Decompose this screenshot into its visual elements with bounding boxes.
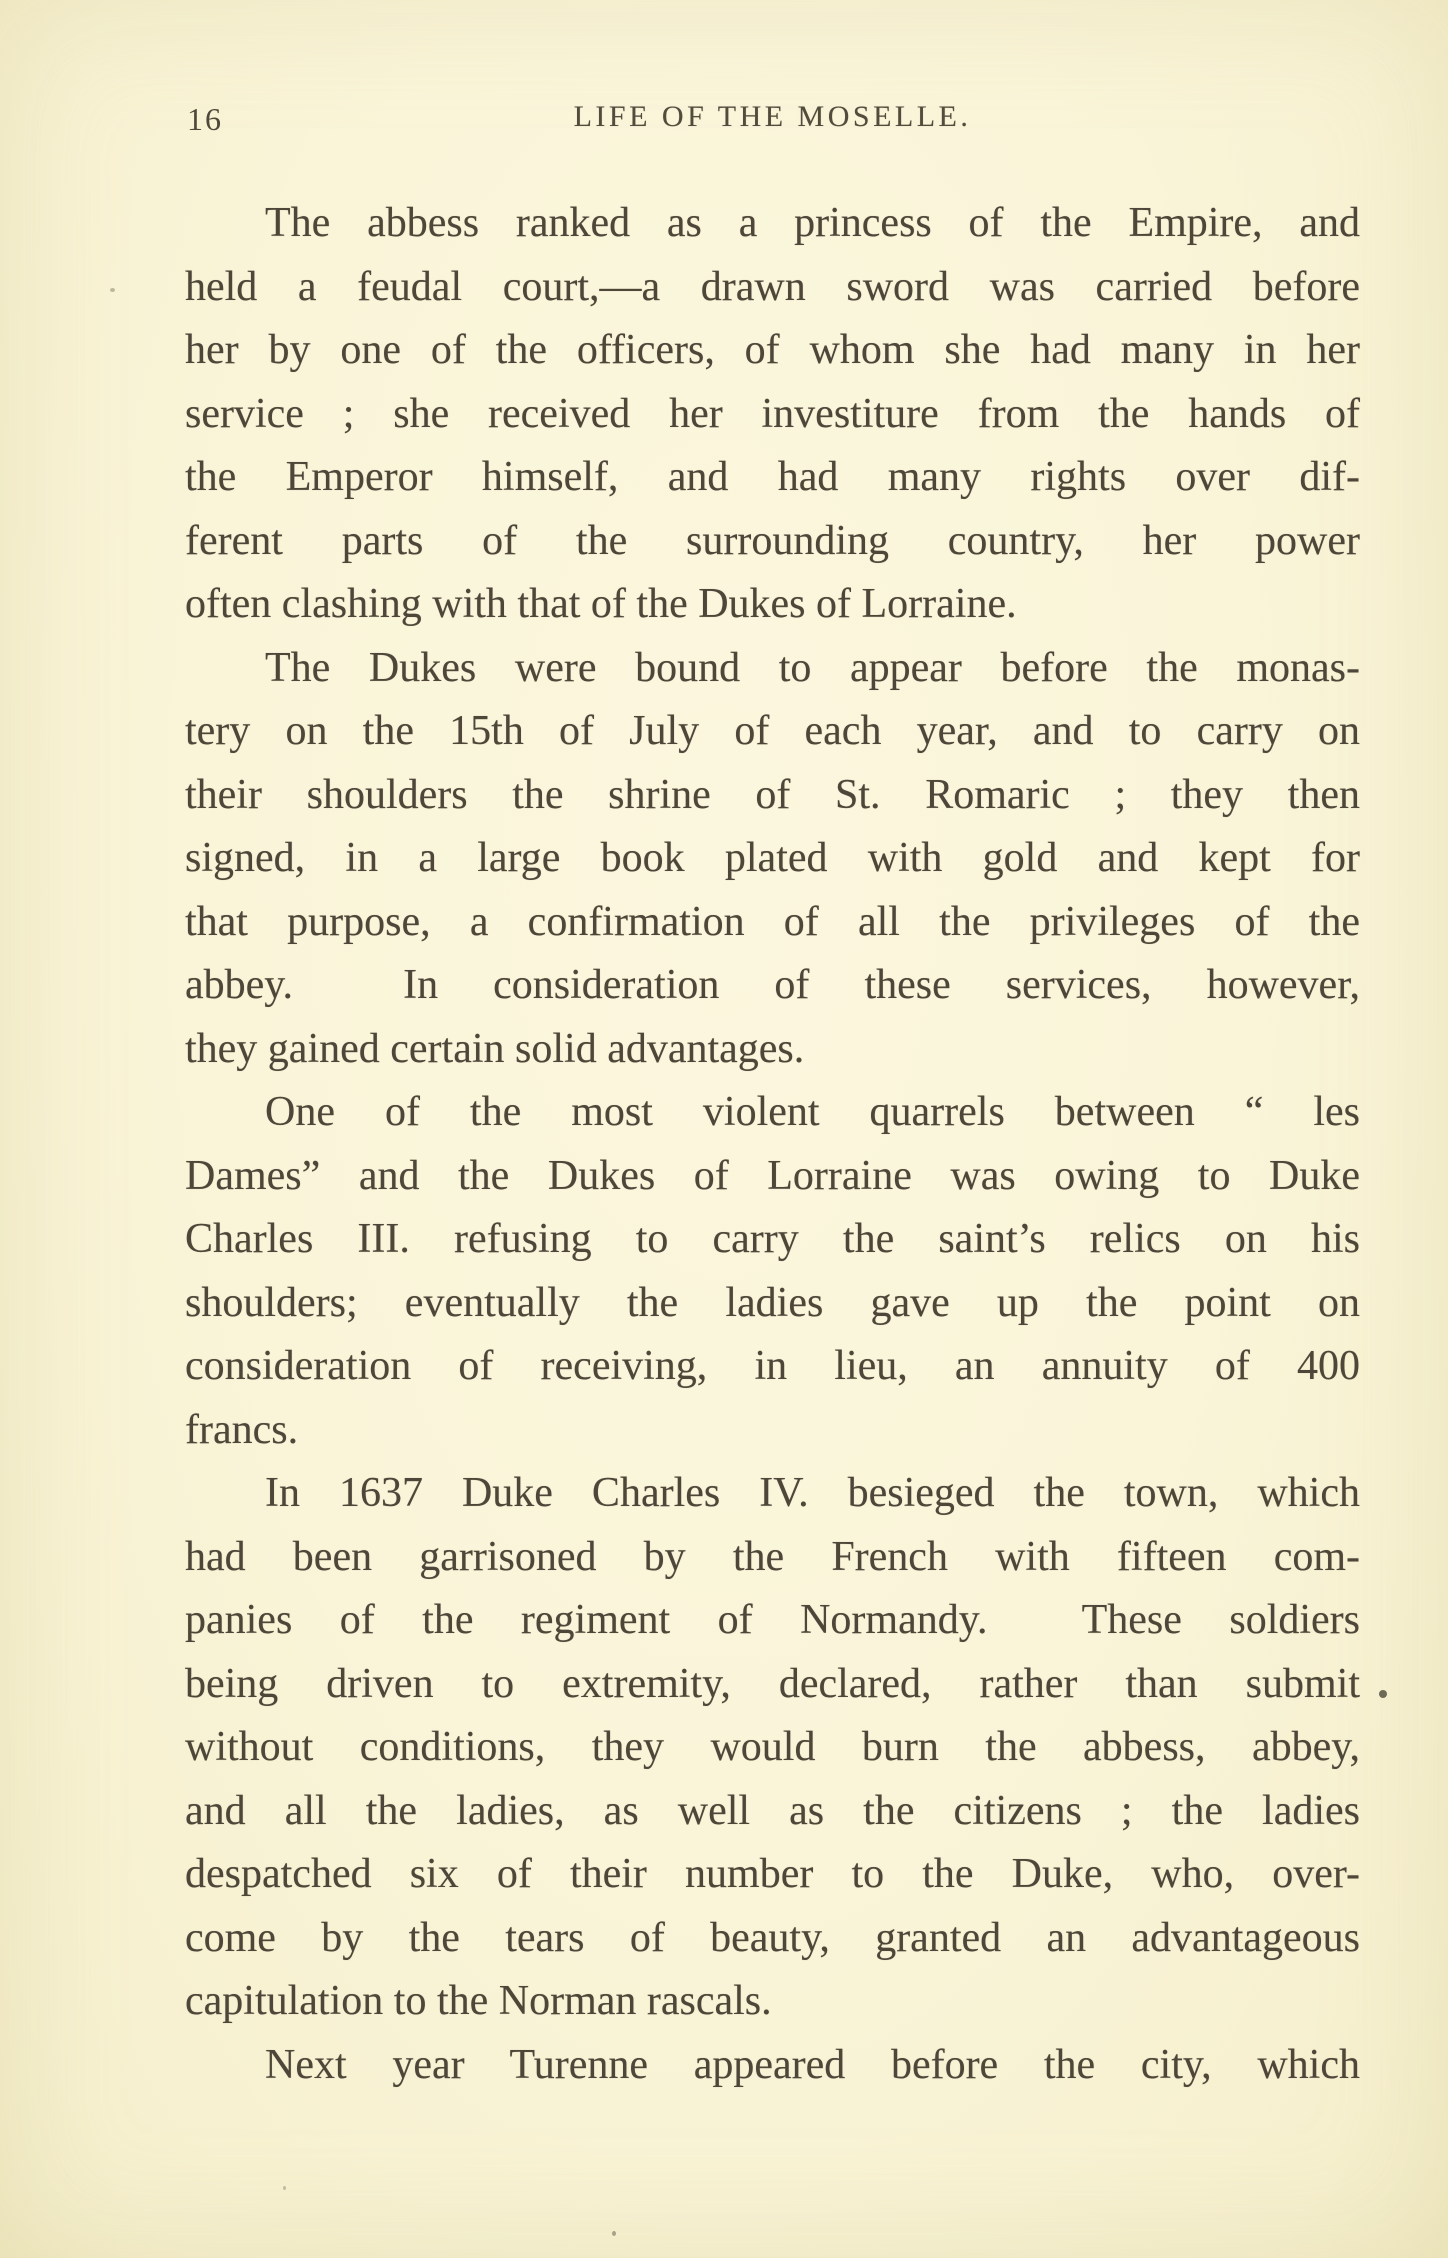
text-line: held a feudal court,—a drawn sword was carried before — [185, 263, 1360, 310]
text-line: francs. — [185, 1406, 299, 1453]
ink-speck — [612, 2231, 616, 2236]
text-line: shoulders; eventually the ladies gave up the point on — [185, 1279, 1360, 1326]
text-line: and all the ladies, as well as the citizens ; the ladies — [185, 1787, 1360, 1834]
text-line: In 1637 Duke Charles IV. besieged the town, which — [265, 1470, 1360, 1516]
text-line: her by one of the officers, of whom she had many in her — [185, 327, 1360, 373]
text-line: One of the most violent quarrels between “ les — [265, 1089, 1360, 1135]
text-line: the Emperor himself, and had many rights over dif- — [185, 454, 1360, 500]
text-line: had been garrisoned by the French with fifteen com- — [185, 1533, 1360, 1580]
text-line: their shoulders the shrine of St. Romaric ; they then — [185, 771, 1360, 818]
text-line: being driven to extremity, declared, rather than submit — [185, 1660, 1360, 1707]
text-line: Next year Turenne appeared before the city, which — [265, 2041, 1360, 2088]
text-line: capitulation to the Norman rascals. — [185, 1978, 772, 2024]
text-line: ferent parts of the surrounding country, her power — [185, 517, 1360, 564]
text-line: despatched six of their number to the Duke, who, over- — [185, 1851, 1360, 1897]
text-line: that purpose, a confirmation of all the privileges of the — [185, 898, 1360, 945]
page-header — [185, 100, 1360, 146]
text-line: come by the tears of beauty, granted an advantageous — [185, 1914, 1360, 1961]
text-block — [185, 192, 1360, 2097]
page-number: 16 — [187, 101, 223, 137]
text-line: often clashing with that of the Dukes of Lorraine. — [185, 581, 1017, 627]
ink-speck — [110, 288, 115, 292]
text-line: they gained certain solid advantages. — [185, 1025, 805, 1072]
ink-speck — [283, 2186, 286, 2190]
text-line: without conditions, they would burn the abbess, abbey, — [185, 1724, 1360, 1770]
text-line: signed, in a large book plated with gold and kept for — [185, 835, 1360, 881]
text-line: consideration of receiving, in lieu, an annuity of 400 — [185, 1343, 1360, 1389]
text-line: abbey. In consideration of these services, however, — [185, 962, 1360, 1008]
ink-speck — [1379, 1690, 1387, 1698]
text-line: Dames” and the Dukes of Lorraine was owing to Duke — [185, 1152, 1360, 1199]
text-line: tery on the 15th of July of each year, and to carry on — [185, 708, 1360, 754]
text-line: The abbess ranked as a princess of the Empire, and — [265, 200, 1360, 246]
running-title: LIFE OF THE MOSELLE. — [573, 100, 972, 133]
text-line: panies of the regiment of Normandy. These soldiers — [185, 1597, 1360, 1643]
text-line: The Dukes were bound to appear before the monas- — [265, 644, 1360, 691]
text-line: Charles III. refusing to carry the saint’s relics on his — [185, 1216, 1360, 1262]
text-line: service ; she received her investiture from the hands of — [185, 390, 1360, 437]
